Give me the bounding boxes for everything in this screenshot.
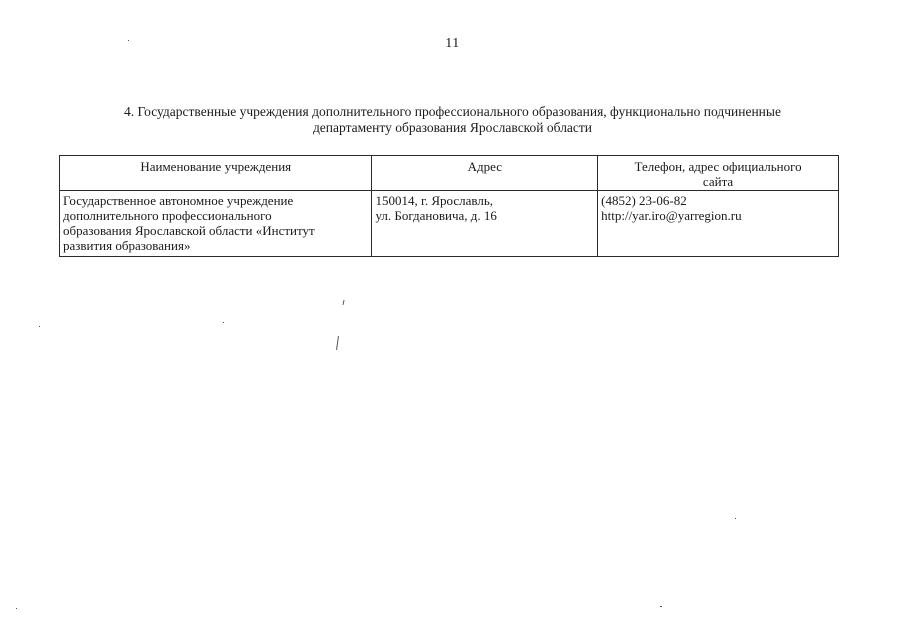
table-header-row — [60, 156, 839, 191]
scan-dot — [223, 322, 224, 323]
cell-address — [372, 191, 598, 257]
table-row — [60, 191, 839, 257]
header-address: Адрес — [372, 156, 598, 191]
scan-mark — [342, 300, 344, 305]
address-line-2: ул. Богдановича, д. 16 — [375, 208, 497, 223]
scan-dot — [39, 326, 40, 327]
address-line-1: 150014, г. Ярославль, — [375, 193, 494, 208]
header-phone — [598, 156, 839, 191]
scan-dot — [128, 40, 129, 41]
cell-institution-name — [60, 191, 372, 257]
header-name: Наименование учреждения — [60, 156, 372, 191]
scan-dot — [735, 518, 736, 519]
header-phone-line-1: Телефон, адрес официального — [634, 159, 802, 174]
section-heading — [60, 104, 845, 136]
institution-name-line-3: образования Ярославской области «Институт — [63, 223, 315, 238]
scan-dot — [16, 608, 17, 609]
header-phone-line-2: сайта — [702, 174, 734, 189]
institutions-table — [59, 155, 839, 257]
cell-contact — [598, 191, 839, 257]
section-heading-line-2: департаменту образования Ярославской области — [312, 120, 593, 135]
institution-name-line-1: Государственное автономное учреждение — [63, 193, 294, 208]
institution-name-line-4: развития образования» — [63, 238, 191, 253]
scan-mark — [336, 336, 339, 350]
section-heading-line-1: 4. Государственные учреждения дополнительного профессионального образования, функционально подчиненные — [124, 104, 781, 119]
institution-name-line-2: дополнительного профессионального — [63, 208, 272, 223]
website-link[interactable]: http://yar.iro@yarregion.ru — [601, 208, 742, 223]
phone-number: (4852) 23-06-82 — [601, 193, 687, 208]
page-number: 11 — [445, 36, 460, 51]
scan-dot — [660, 606, 662, 607]
